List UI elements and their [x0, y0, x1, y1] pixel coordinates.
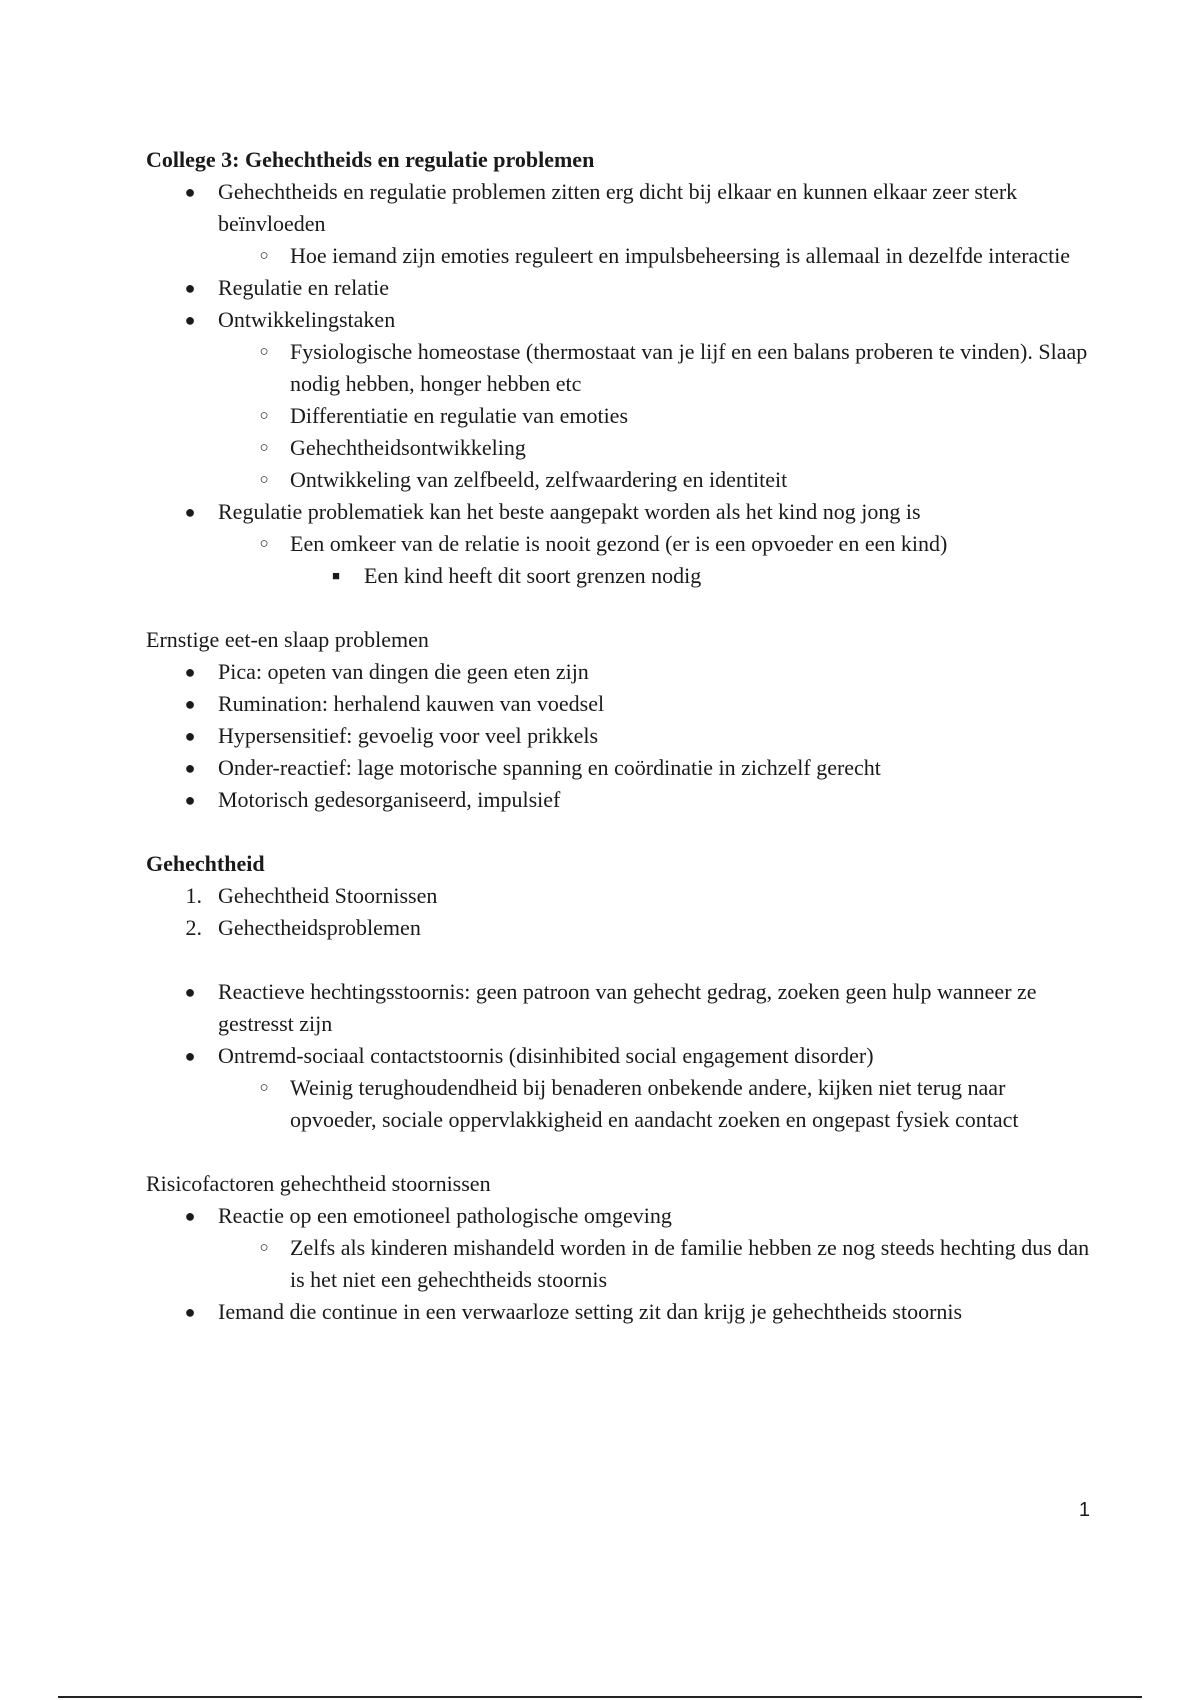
- spacer: [146, 1136, 1096, 1168]
- list-item: ○ Een omkeer van de relatie is nooit gezond (er is een opvoeder en een kind): [146, 528, 1096, 560]
- list-item: ○ Zelfs als kinderen mishandeld worden in de familie hebben ze nog steeds hechting dus dan is het niet een gehechtheids stoornis: [146, 1232, 1096, 1296]
- section-title: Gehechtheid: [146, 851, 265, 876]
- page-divider: [58, 1696, 1142, 1698]
- bullet-dot-icon: ●: [184, 502, 196, 522]
- bullet-circle-icon: ○: [259, 536, 269, 552]
- list-item: ○ Ontwikkeling van zelfbeeld, zelfwaardering en identiteit: [146, 464, 1096, 496]
- bullet-dot-icon: ●: [184, 758, 196, 778]
- list-item: ● Pica: opeten van dingen die geen eten zijn: [146, 656, 1096, 688]
- list-number: 1.: [185, 883, 202, 908]
- list-item: ● Regulatie problematiek kan het beste aangepakt worden als het kind nog jong is: [146, 496, 1096, 528]
- list-item: ○ Gehechtheidsontwikkeling: [146, 432, 1096, 464]
- section-title: College 3: Gehechtheids en regulatie problemen: [146, 147, 595, 172]
- page-content: [146, 144, 1096, 1328]
- section-title: Risicofactoren gehechtheid stoornissen: [146, 1171, 491, 1196]
- page-number: 1: [1078, 1499, 1090, 1521]
- list-item: ■ Een kind heeft dit soort grenzen nodig: [146, 560, 1096, 592]
- list-number: 2.: [185, 915, 202, 940]
- list-item: ● Motorisch gedesorganiseerd, impulsief: [146, 784, 1096, 816]
- list-item: ● Rumination: herhalend kauwen van voedsel: [146, 688, 1096, 720]
- bullet-dot-icon: ●: [184, 982, 196, 1002]
- list-item: ● Hypersensitief: gevoelig voor veel prikkels: [146, 720, 1096, 752]
- bullet-dot-icon: ●: [184, 278, 196, 298]
- bullet-circle-icon: ○: [259, 1240, 269, 1256]
- bullet-square-icon: ■: [332, 568, 340, 583]
- list-item: ● Onder-reactief: lage motorische spanning en coördinatie in zichzelf gerecht: [146, 752, 1096, 784]
- section-title: Ernstige eet-en slaap problemen: [146, 627, 429, 652]
- spacer: [146, 944, 1096, 976]
- numbered-item: 2. Gehectheidsproblemen: [146, 912, 1096, 944]
- bullet-circle-icon: ○: [259, 248, 269, 264]
- spacer: [146, 816, 1096, 848]
- bullet-dot-icon: ●: [184, 182, 196, 202]
- bullet-dot-icon: ●: [184, 694, 196, 714]
- bullet-dot-icon: ●: [184, 662, 196, 682]
- bullet-circle-icon: ○: [259, 344, 269, 360]
- bullet-dot-icon: ●: [184, 1206, 196, 1226]
- list-item: ○ Fysiologische homeostase (thermostaat van je lijf en een balans proberen te vinden). Slaap nodig hebben, honger hebben etc: [146, 336, 1096, 400]
- list-item: ● Ontremd-sociaal contactstoornis (disinhibited social engagement disorder): [146, 1040, 1096, 1072]
- bullet-circle-icon: ○: [259, 1080, 269, 1096]
- spacer: [146, 592, 1096, 624]
- bullet-dot-icon: ●: [184, 310, 196, 330]
- list-item: ● Regulatie en relatie: [146, 272, 1096, 304]
- list-item: ○ Weinig terughoudendheid bij benaderen onbekende andere, kijken niet terug naar opvoeder, sociale oppervlakkigheid en aandacht zoeken en ongepast fysiek contact: [146, 1072, 1096, 1136]
- list-item: ● Gehechtheids en regulatie problemen zitten erg dicht bij elkaar en kunnen elkaar zeer sterk beïnvloeden: [146, 176, 1096, 240]
- list-item: ○ Hoe iemand zijn emoties reguleert en impulsbeheersing is allemaal in dezelfde interactie: [146, 240, 1096, 272]
- list-item: ● Ontwikkelingstaken: [146, 304, 1096, 336]
- bullet-circle-icon: ○: [259, 472, 269, 488]
- bullet-dot-icon: ●: [184, 1302, 196, 1322]
- bullet-circle-icon: ○: [259, 440, 269, 456]
- bullet-dot-icon: ●: [184, 790, 196, 810]
- list-item: ● Reactieve hechtingsstoornis: geen patroon van gehecht gedrag, zoeken geen hulp wanneer ze gestresst zijn: [146, 976, 1096, 1040]
- numbered-item: 1. Gehechtheid Stoornissen: [146, 880, 1096, 912]
- list-item: ○ Differentiatie en regulatie van emoties: [146, 400, 1096, 432]
- bullet-dot-icon: ●: [184, 726, 196, 746]
- bullet-circle-icon: ○: [259, 408, 269, 424]
- list-item: ● Reactie op een emotioneel pathologische omgeving: [146, 1200, 1096, 1232]
- bullet-dot-icon: ●: [184, 1046, 196, 1066]
- list-item: ● Iemand die continue in een verwaarloze setting zit dan krijg je gehechtheids stoornis: [146, 1296, 1096, 1328]
